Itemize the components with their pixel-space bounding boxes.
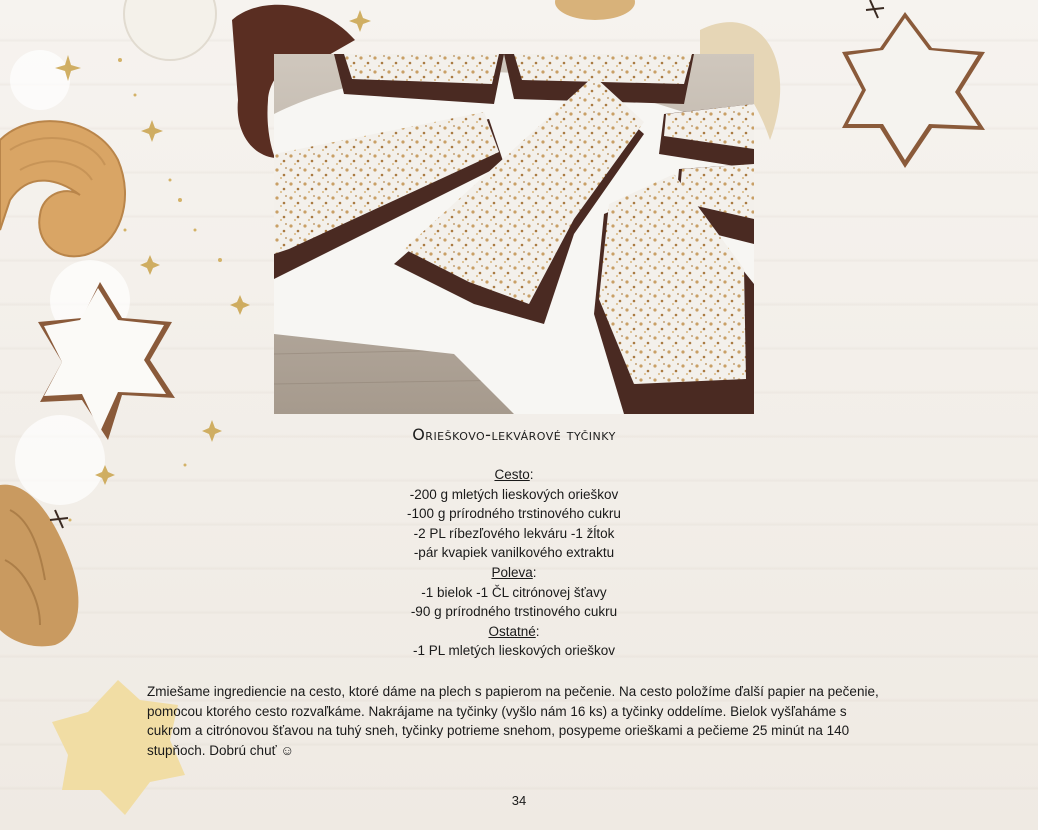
ingredient-item: -90 g prírodného trstinového cukru bbox=[410, 604, 618, 620]
ingredient-item: -2 PL ríbezľového lekváru -1 žĺtok bbox=[413, 525, 615, 541]
recipe-title: Orieškovo-lekvárové tyčinky bbox=[412, 425, 616, 444]
swirl-cookie-icon bbox=[0, 121, 125, 256]
page-number: 34 bbox=[511, 793, 527, 808]
cookie-bars-illustration bbox=[274, 54, 754, 414]
ingredient-item: -100 g prírodného trstinového cukru bbox=[407, 506, 621, 522]
recipe-photo bbox=[274, 54, 754, 414]
ingredients-list bbox=[274, 465, 754, 661]
ingredient-item: -pár kvapiek vanilkového extraktu bbox=[413, 545, 615, 561]
section-heading-poleva: Poleva: bbox=[491, 564, 537, 580]
ingredient-item: -1 bielok -1 ČL citrónovej šťavy bbox=[421, 584, 607, 600]
section-heading-ostatne: Ostatné: bbox=[488, 623, 540, 639]
ingredient-item: -200 g mletých lieskových orieškov bbox=[409, 486, 619, 502]
round-cookie-icon bbox=[124, 0, 216, 60]
ingredient-item: -1 PL mletých lieskových orieškov bbox=[412, 643, 616, 659]
section-heading-cesto: Cesto: bbox=[494, 467, 534, 482]
method-paragraph: Zmiešame ingrediencie na cesto, ktoré dáme na plech s papierom na pečenie. Na cesto položíme ďalší papier na pečenie, pomocou ktorého cesto rozvaľkáme. Nakrájame na tyčinky (vyšlo nám 16 ks) a tyčinky oddelíme. Bielok vyšľaháme s cukrom a citrónovou šťavou na tuhý sneh, tyčinky potrieme snehom, posypeme orieškami a pečieme 25 minút na 140 stupňoch. Dobrú chuť ☺ bbox=[147, 684, 879, 758]
